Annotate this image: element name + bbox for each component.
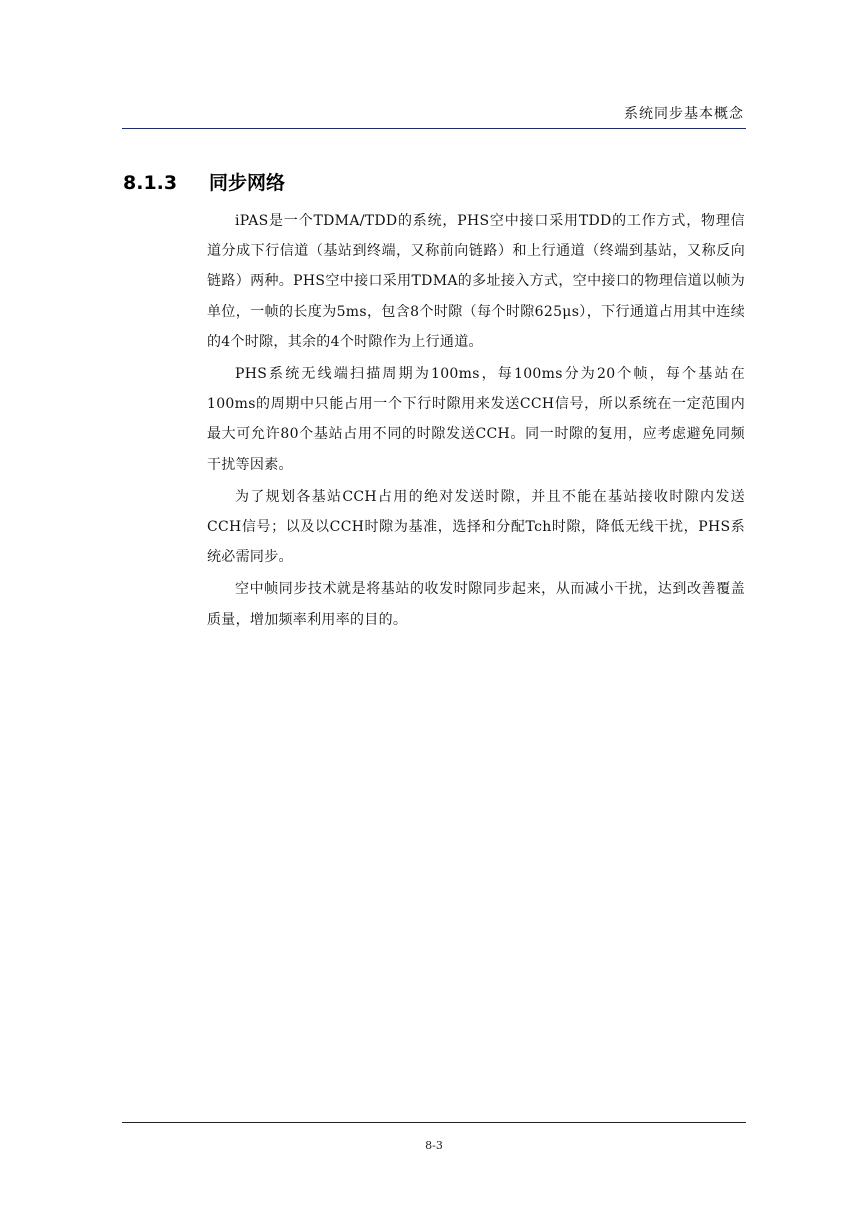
paragraph: 空中帧同步技术就是将基站的收发时隙同步起来，从而减小干扰，达到改善覆盖质量，增加频率利用率的目的。 xyxy=(207,581,745,628)
running-header-title: 系统同步基本概念 xyxy=(624,106,744,122)
header-divider xyxy=(122,128,746,129)
section-title: 同步网络 xyxy=(209,172,286,194)
body-text xyxy=(207,206,745,635)
section-number: 8.1.3 xyxy=(123,172,178,194)
paragraph: PHS系统无线端扫描周期为100ms，每100ms分为20个帧，每个基站在100ms的周期中只能占用一个下行时隙用来发送CCH信号，所以系统在一定范围内最大可允许80个基站占用不同的时隙发送CCH。同一时隙的复用，应考虑避免同频干扰等因素。 xyxy=(207,366,745,473)
paragraph: iPAS是一个TDMA/TDD的系统，PHS空中接口采用TDD的工作方式，物理信道分成下行信道（基站到终端，又称前向链路）和上行通道（终端到基站，又称反向链路）两种。PHS空中接口采用TDMA的多址接入方式，空中接口的物理信道以帧为单位，一帧的长度为5ms，包含8个时隙（每个时隙625μs），下行通道占用其中连续的4个时隙，其余的4个时隙作为上行通道。 xyxy=(207,213,745,350)
page-number: 8-3 xyxy=(425,1139,443,1152)
section-heading xyxy=(123,168,285,195)
paragraph: 为了规划各基站CCH占用的绝对发送时隙，并且不能在基站接收时隙内发送CCH信号；以及以CCH时隙为基准，选择和分配Tch时隙，降低无线干扰，PHS系统必需同步。 xyxy=(207,488,745,566)
footer-divider xyxy=(122,1122,746,1123)
